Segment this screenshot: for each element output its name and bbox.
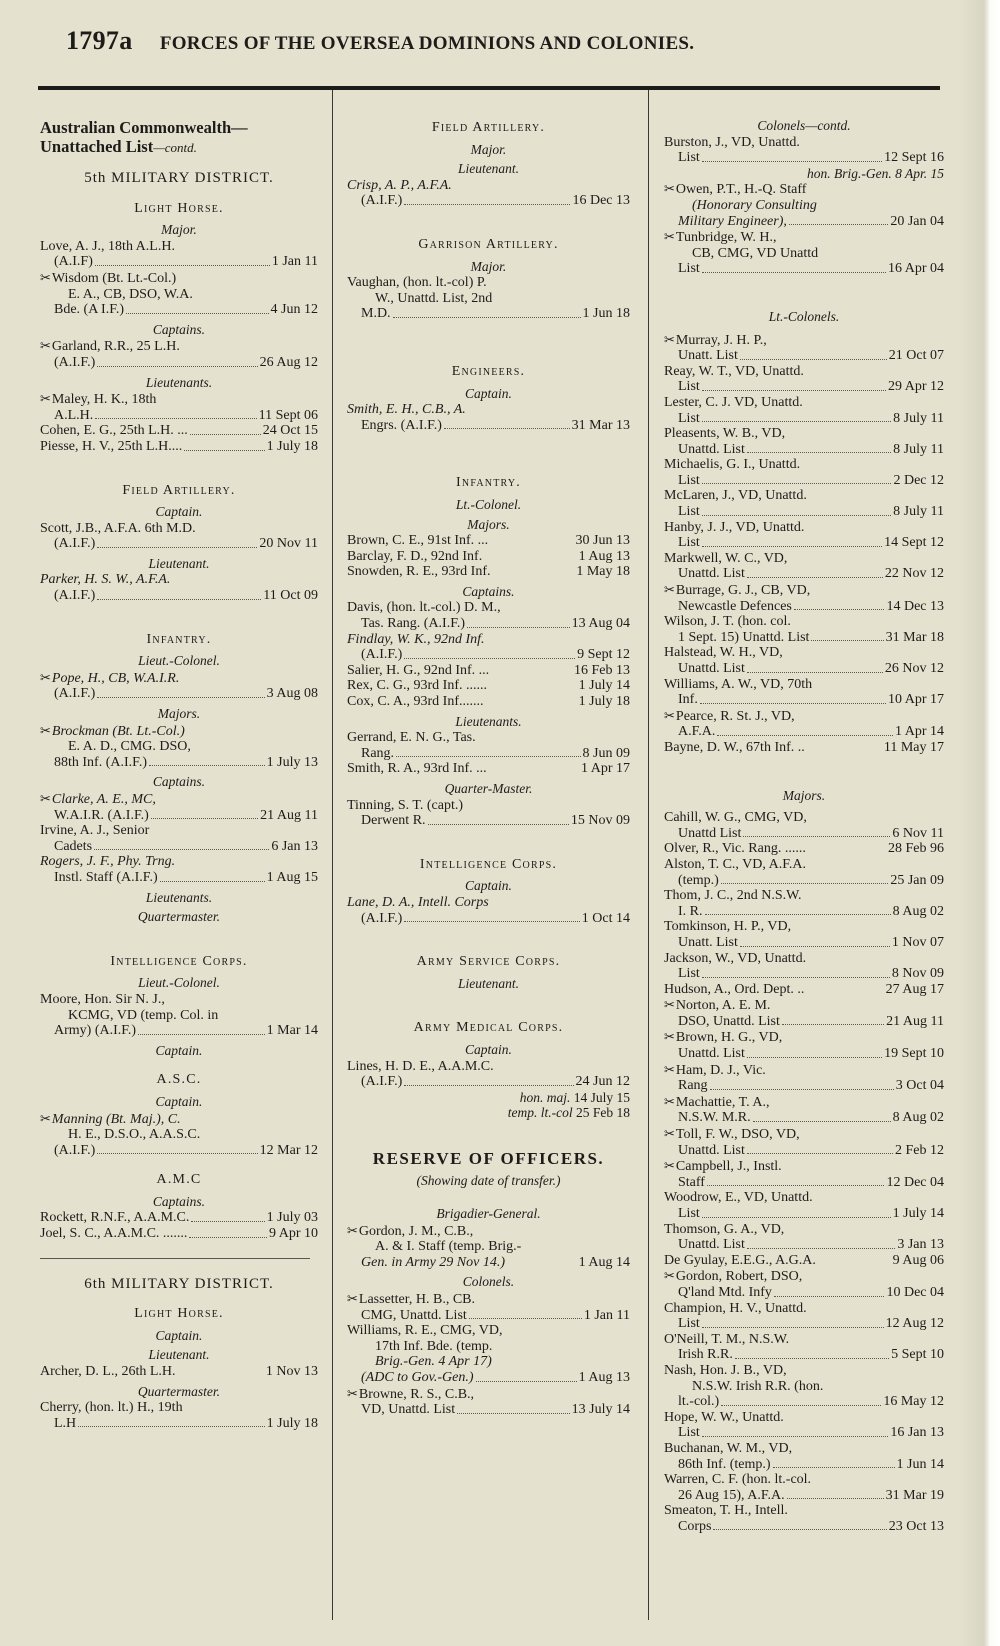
officer-entry: Cherry, (hon. lt.) H., 19th L.H 1 July 18 [40,1400,318,1431]
corps-heading: Engineers. [451,363,526,379]
officer-entry: Williams, A. W., VD, 70th Inf. 10 Apr 17 [664,676,944,708]
rank-heading: Captain. [155,1042,203,1058]
officer-entry: McLaren, J., VD, Unattd. List 8 July 11 [664,488,944,520]
officer-entry: Archer, D. L., 26th L.H. 1 Nov 13 [40,1364,318,1380]
rank-heading: Captains. [462,583,515,599]
rank-heading: Lieut.-Colonel. [138,653,220,669]
header-rule [38,86,940,90]
officer-entry: Pleasents, W. B., VD, Unattd. List 8 July 11 [664,426,944,457]
lt-colonels-list [664,332,944,756]
promotion-note: hon. Brig.-Gen. 8 Apr. 15 [806,165,944,181]
scissors-icon: ✂ [664,229,675,245]
rank-heading: Lieutenant. [457,975,520,991]
corps-heading: Intelligence Corps. [110,953,248,969]
scissors-icon: ✂ [664,707,675,723]
officer-entry: ✂Burrage, G. J., CB, VD, Newcastle Defences 14 Dec 13 [664,582,944,614]
officer-entry: ✂Pearce, R. St. J., VD, A.F.A. 1 Apr 14 [664,707,944,740]
officer-entry: Scott, J.B., A.F.A. 6th M.D. (A.I.F.) 20 Nov 11 [40,520,318,552]
corps-heading: Garrison Artillery. [418,236,559,252]
officer-entry: Bayne, D. W., 67th Inf. .. 11 May 17 [664,739,944,755]
officer-entry: ✂Manning (Bt. Maj.), C. H. E., D.S.O., A.A.S.C. (A.I.F.) 12 Mar 12 [40,1110,318,1158]
rank-heading: Captain. [465,1041,512,1057]
scissors-icon: ✂ [664,997,675,1013]
officer-entry: ✂Garland, R.R., 25 L.H. (A.I.F.) 26 Aug 12 [40,338,318,370]
scissors-icon: ✂ [347,1385,358,1401]
officer-entry: Lines, H. D. E., A.A.M.C. (A.I.F.) 24 Jun 12 [347,1058,630,1090]
page-number: 1797a [66,26,133,55]
officer-entry: Barclay, F. D., 92nd Inf. 1 Aug 13 [347,548,630,564]
officer-entry: ✂Brown, H. G., VD, Unattd. List 19 Sept 10 [664,1029,944,1062]
rank-heading: Lt.-Colonel. [455,496,522,512]
officer-entry: Rockett, R.N.F., A.A.M.C. 1 July 03 [40,1210,318,1226]
officer-entry: Lester, C. J. VD, Unattd. List 8 July 11 [664,394,944,426]
promotion-note: hon. maj. 14 July 15 [519,1089,630,1105]
rank-heading: Lieutenants. [145,374,213,390]
corps-heading: A.S.C. [156,1072,202,1088]
officer-entry: Williams, R. E., CMG, VD, 17th Inf. Bde. (temp. Brig.-Gen. 4 Apr 17) (ADC to Gov.-Gen.) 1 Aug 13 [347,1323,630,1386]
officer-entry: ✂Pope, H., CB, W.A.I.R. (A.I.F.) 3 Aug 08 [40,669,318,702]
officer-entry: ✂Ham, D. J., Vic. Rang 3 Oct 04 [664,1061,944,1094]
officer-entry: Tinning, S. T. (capt.) Derwent R. 15 Nov 09 [347,797,630,829]
reserve-subtitle: (Showing date of transfer.) [416,1172,561,1188]
corps-heading: Intelligence Corps. [419,856,558,872]
officer-entry: Wilson, J. T. (hon. col. 1 Sept. 15) Unattd. List 31 Mar 18 [664,614,944,645]
scissors-icon: ✂ [664,181,675,197]
rank-heading: Lieut.-Colonel. [138,975,220,991]
scissors-icon: ✂ [40,1110,51,1126]
officer-entry: Piesse, H. V., 25th L.H.... 1 July 18 [40,438,318,454]
scissors-icon: ✂ [347,1222,358,1238]
rank-heading: Captains. [152,774,206,790]
officer-entry: Smith, E. H., C.B., A. Engrs. (A.I.F.) 31 Mar 13 [347,402,630,433]
officer-entry: Rex, C. G., 93rd Inf. ...... 1 July 14 [347,678,630,694]
scissors-icon: ✂ [40,669,51,685]
rank-heading: Colonels. [462,1274,515,1290]
column-2 [347,118,630,1418]
reserve-heading: RESERVE OF OFFICERS. [372,1148,605,1168]
officer-entry: ✂Norton, A. E. M. DSO, Unattd. List 21 Aug 11 [664,997,944,1029]
officer-entry: Thom, J. C., 2nd N.S.W. I. R. 8 Aug 02 [664,888,944,919]
officer-entry: Markwell, W. C., VD, Unattd. List 22 Nov 12 [664,550,944,582]
officer-entry: ✂Tunbridge, W. H., CB, CMG, VD Unattd List 16 Apr 04 [664,229,944,277]
officer-entry: Findlay, W. K., 92nd Inf. (A.I.F.) 9 Sept 12 [347,631,630,663]
officer-entry: Warren, C. F. (hon. lt.-col. 26 Aug 15), A.F.A. 31 Mar 19 [664,1472,944,1503]
officer-entry: ✂Campbell, J., Instl. Staff 12 Dec 04 [664,1158,944,1190]
corps-heading: Light Horse. [134,200,224,216]
rank-heading: Captains. [152,321,206,337]
rank-heading: Brigadier-General. [436,1206,541,1222]
corps-heading: Light Horse. [134,1306,224,1322]
rank-heading: Quartermaster. [137,1383,221,1399]
officer-entry: O'Neill, T. M., N.S.W. Irish R.R. 5 Sept 10 [664,1331,944,1363]
officer-entry: Tomkinson, H. P., VD, Unatt. List 1 Nov 07 [664,919,944,950]
officer-entry: Hudson, A., Ord. Dept. .. 27 Aug 17 [664,981,944,997]
rank-heading: Lieutenants. [145,889,213,905]
officer-entry: ✂Machattie, T. A., N.S.W. M.R. 8 Aug 02 [664,1093,944,1126]
officer-entry: Hope, W. W., Unattd. List 16 Jan 13 [664,1409,944,1441]
scissors-icon: ✂ [347,1291,358,1307]
officer-entry: Parker, H. S. W., A.F.A. (A.I.F.) 11 Oct 09 [40,572,318,604]
officer-entry: ✂Gordon, J. M., C.B., A. & I. Staff (temp. Brig.- Gen. in Army 29 Nov 14.) 1 Aug 14 [347,1222,630,1270]
rank-heading: Captains. [152,1193,206,1209]
officer-entry: Thomson, G. A., VD, Unattd. List 3 Jan 13 [664,1221,944,1253]
rank-heading: Colonels—contd. [757,118,851,133]
rank-heading: Captain. [155,1093,203,1109]
officer-entry: ✂Browne, R. S., C.B., VD, Unattd. List 13 July 14 [347,1385,630,1418]
officer-entry: Irvine, A. J., Senior Cadets 6 Jan 13 [40,823,318,854]
officer-entry: Snowden, R. E., 93rd Inf. 1 May 18 [347,564,630,580]
district-heading: 5th MILITARY DISTRICT. [84,170,274,186]
rank-heading: Captain. [465,385,512,401]
rank-heading: Lieutenant. [148,1347,210,1363]
officer-entry: De Gyulay, E.E.G., A.G.A. 9 Aug 06 [664,1252,944,1268]
officer-entry: Buchanan, W. M., VD, 86th Inf. (temp.) 1 Jun 14 [664,1440,944,1472]
scissors-icon: ✂ [40,269,51,285]
scissors-icon: ✂ [664,1029,675,1045]
rank-heading: Lieutenants. [455,713,522,729]
rank-heading: Majors. [157,706,201,722]
officer-entry: ✂Brockman (Bt. Lt.-Col.) E. A. D., CMG. DSO, 88th Inf. (A.I.F.) 1 July 13 [40,722,318,770]
corps-heading: Field Artillery. [122,482,236,498]
officer-entry: ✂Owen, P.T., H.-Q. Staff (Honorary Consulting Military Engineer), 20 Jan 04 [664,181,944,229]
officer-entry: Davis, (hon. lt.-col.) D. M., Tas. Rang. (A.I.F.) 13 Aug 04 [347,600,630,632]
scissors-icon: ✂ [664,1093,675,1109]
officer-entry: Champion, H. V., Unattd. List 12 Aug 12 [664,1300,944,1332]
officer-entry: Rogers, J. F., Phy. Trng. Instl. Staff (A.I.F.) 1 Aug 15 [40,854,318,885]
officer-entry: Michaelis, G. I., Unattd. List 2 Dec 12 [664,457,944,488]
officer-entry: Reay, W. T., VD, Unattd. List 29 Apr 12 [664,363,944,395]
corps-heading: Field Artillery. [431,120,546,135]
corps-heading: Infantry. [146,631,212,647]
rank-heading: Captain. [155,1327,203,1343]
scissors-icon: ✂ [664,331,675,347]
scissors-icon: ✂ [40,791,51,806]
officer-entry: Salier, H. G., 92nd Inf. ... 16 Feb 13 [347,662,630,678]
officer-entry: ✂Gordon, Robert, DSO, Q'land Mtd. Infy 10 Dec 04 [664,1268,944,1300]
officer-entry: Gerrand, E. N. G., Tas. Rang. 8 Jun 09 [347,730,630,761]
majors-list [664,810,944,1534]
officer-entry: Jackson, W., VD, Unattd. List 8 Nov 09 [664,950,944,982]
officer-entry: Brown, C. E., 91st Inf. ... 30 Jun 13 [347,533,630,549]
district-heading: 6th MILITARY DISTRICT. [84,1275,274,1292]
promotion-note: temp. lt.-col 25 Feb 18 [507,1105,630,1121]
officer-entry: Love, A. J., 18th A.L.H. (A.I.F) 1 Jan 11 [40,238,318,270]
rank-heading: Lt.-Colonels. [768,308,840,324]
column-divider-1 [332,90,333,1620]
officer-entry: Smeaton, T. H., Intell. Corps 23 Oct 13 [664,1503,944,1534]
rank-heading: Lieutenant. [148,555,210,571]
officer-entry: Joel, S. C., A.A.M.C. ....... 9 Apr 10 [40,1226,318,1242]
scissors-icon: ✂ [40,722,51,738]
column-1 [40,118,318,1431]
rank-heading: Major. [470,258,507,274]
officer-entry: Vaughan, (hon. lt.-col) P. W., Unattd. List, 2nd M.D. 1 Jun 18 [347,275,630,322]
rank-heading: Major. [470,141,507,157]
scissors-icon: ✂ [664,1158,675,1174]
corps-heading: Infantry. [456,475,521,491]
scissors-icon: ✂ [664,582,675,598]
column-3 [664,118,944,1534]
scissors-icon: ✂ [664,1126,675,1142]
scissors-icon: ✂ [40,338,51,354]
officer-entry: ✂Clarke, A. E., MC, W.A.I.R. (A.I.F.) 21 Aug 11 [40,791,318,823]
officer-entry: Alston, T. C., VD, A.F.A. (temp.) 25 Jan 09 [664,856,944,888]
scissors-icon: ✂ [40,391,51,407]
officer-entry: ✂Wisdom (Bt. Lt.-Col.) E. A., CB, DSO, W.A. Bde. (A I.F.) 4 Jun 12 [40,269,318,318]
officer-entry: Woodrow, E., VD, Unattd. List 1 July 14 [664,1190,944,1221]
officer-entry: Nash, Hon. J. B., VD, N.S.W. Irish R.R. (hon. lt.-col.) 16 May 12 [664,1362,944,1410]
officer-entry: Hanby, J. J., VD, Unattd. List 14 Sept 12 [664,519,944,551]
officer-entry: Cox, C. A., 93rd Inf....... 1 July 18 [347,694,630,710]
page-edge [960,0,1000,1646]
officer-entry: Olver, R., Vic. Rang. ...... 28 Feb 96 [664,841,944,857]
scissors-icon: ✂ [664,1061,675,1077]
section-subtitle: Unattached List—contd. [40,137,197,156]
rank-heading: Majors. [467,516,510,532]
rank-heading: Majors. [782,787,826,803]
rank-heading: Quarter-Master. [444,781,533,796]
officer-entry: ✂Lassetter, H. B., CB. CMG, Unattd. List 1 Jan 11 [347,1291,630,1323]
rank-heading: Major. [161,222,197,238]
officer-entry: ✂Maley, H. K., 18th A.L.H. 11 Sept 06 [40,391,318,423]
corps-heading: A.M.C [156,1172,202,1188]
column-divider-2 [648,90,649,1620]
officer-entry: ✂Toll, F. W., DSO, VD, Unattd. List 2 Feb 12 [664,1126,944,1158]
rank-heading: Captain. [465,878,512,894]
rank-heading: Lieutenant. [457,161,520,177]
officer-entry: Burston, J., VD, Unattd. List 12 Sept 16 [664,134,944,166]
corps-heading: Army Service Corps. [416,954,561,970]
officer-entry: Crisp, A. P., A.F.A. (A.I.F.) 16 Dec 13 [347,177,630,209]
page-header [66,26,966,56]
rank-heading: Captain. [155,504,203,520]
officer-entry: Cahill, W. G., CMG, VD, Unattd List 6 Nov 11 [664,810,944,841]
officer-entry: Moore, Hon. Sir N. J., KCMG, VD (temp. Col. in Army) (A.I.F.) 1 Mar 14 [40,991,318,1039]
officer-entry: Lane, D. A., Intell. Corps (A.I.F.) 1 Oct 14 [347,894,630,926]
page-title: FORCES OF THE OVERSEA DOMINIONS AND COLONIES. [159,33,695,54]
rank-heading: Quartermaster. [137,909,221,925]
corps-heading: Army Medical Corps. [413,1020,564,1036]
scissors-icon: ✂ [664,1268,675,1284]
section-divider [40,1258,310,1259]
officer-entry: Halstead, W. H., VD, Unattd. List 26 Nov 12 [664,645,944,676]
officer-entry: Smith, R. A., 93rd Inf. ... 1 Apr 17 [347,761,630,777]
officer-entry: Cohen, E. G., 25th L.H. ... 24 Oct 15 [40,423,318,439]
officer-entry: ✂Murray, J. H. P., Unatt. List 21 Oct 07 [664,331,944,364]
section-title: Australian Commonwealth— [40,118,248,137]
